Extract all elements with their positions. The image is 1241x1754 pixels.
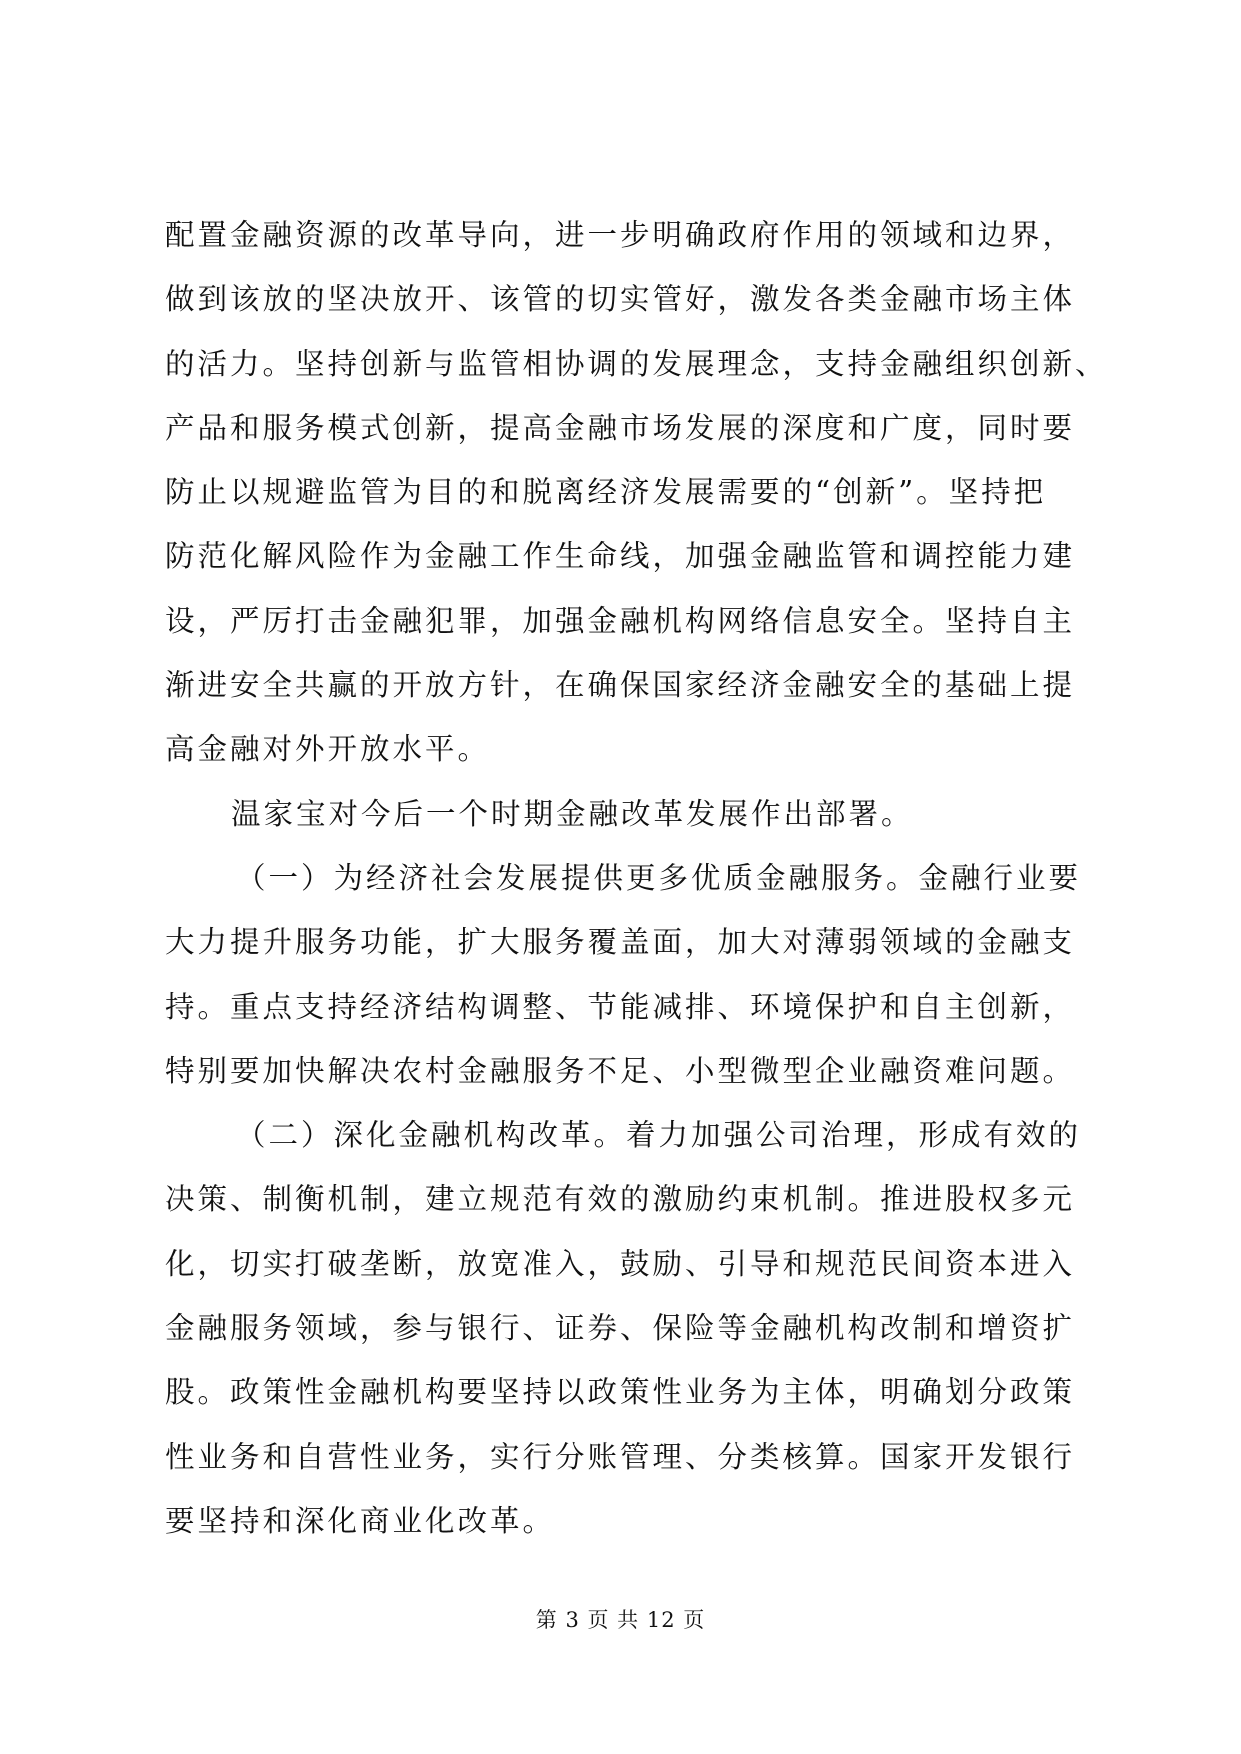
paragraph-first-line: （一）为经济社会发展提供更多优质金融服务。金融行业要 [236, 860, 1082, 895]
text-line: 性业务和自营性业务，实行分账管理、分类核算。国家开发银行 [165, 1439, 1076, 1474]
text-line: 化，切实打破垄断，放宽准入，鼓励、引导和规范民间资本进入 [165, 1246, 1076, 1281]
text-line: 的活力。坚持创新与监管相协调的发展理念，支持金融组织创新、 [165, 346, 1108, 381]
text-line: 防止以规避监管为目的和脱离经济发展需要的“创新”。坚持把 [165, 475, 1047, 510]
text-line: 产品和服务模式创新，提高金融市场发展的深度和广度，同时要 [165, 410, 1076, 445]
text-line: 特别要加快解决农村金融服务不足、小型微型企业融资难问题。 [165, 1053, 1076, 1088]
text-line: 金融服务领域，参与银行、证券、保险等金融机构改制和增资扩 [165, 1311, 1076, 1346]
text-line: 决策、制衡机制，建立规范有效的激励约束机制。推进股权多元 [165, 1182, 1076, 1217]
document-body [165, 203, 1108, 1553]
page-number-footer: 第 3 页 共 12 页 [535, 1608, 706, 1632]
text-line: 设，严厉打击金融犯罪，加强金融机构网络信息安全。坚持自主 [165, 603, 1076, 638]
text-line: 股。政策性金融机构要坚持以政策性业务为主体，明确划分政策 [165, 1375, 1076, 1410]
paragraph-first-line: 温家宝对今后一个时期金融改革发展作出部署。 [231, 796, 914, 831]
text-line: 大力提升服务功能，扩大服务覆盖面，加大对薄弱领域的金融支 [165, 925, 1076, 960]
text-line: 配置金融资源的改革导向，进一步明确政府作用的领域和边界， [165, 218, 1076, 252]
text-line: 做到该放的坚决放开、该管的切实管好，激发各类金融市场主体 [165, 282, 1076, 317]
text-line: 高金融对外开放水平。 [165, 732, 491, 767]
text-line: 要坚持和深化商业化改革。 [165, 1503, 556, 1538]
text-line: 防范化解风险作为金融工作生命线，加强金融监管和调控能力建 [165, 539, 1076, 574]
text-line: 渐进安全共赢的开放方针，在确保国家经济金融安全的基础上提 [165, 668, 1076, 703]
paragraph-first-line: （二）深化金融机构改革。着力加强公司治理，形成有效的 [236, 1118, 1082, 1153]
text-line: 持。重点支持经济结构调整、节能减排、环境保护和自主创新， [165, 989, 1076, 1024]
